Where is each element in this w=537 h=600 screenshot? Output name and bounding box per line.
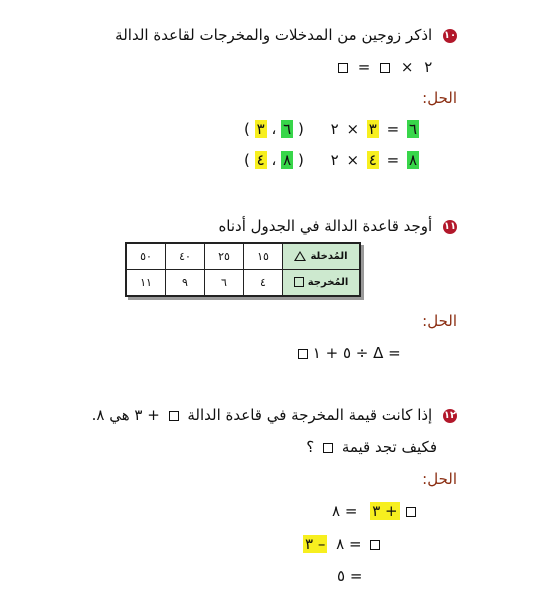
output-header: المُخرجة (283, 270, 361, 297)
pair-input: ٤ (256, 151, 265, 169)
output-box-icon (370, 540, 380, 550)
input-box-icon (380, 63, 390, 73)
q10-row-1: ( ٦ ، ٣ ) ٦ = ٣ × ٢ (244, 120, 418, 138)
question-number-badge: ١٠ (443, 29, 457, 41)
highlight: – ٣ (305, 535, 326, 553)
table-cell: ٤ (244, 270, 283, 297)
pair-output: ٦ (283, 120, 292, 138)
output-box-icon (323, 443, 333, 453)
question-10 (115, 26, 457, 44)
table-row (126, 270, 360, 297)
table-cell: ١٥ (244, 243, 283, 270)
q11-solution-label: الحل: (422, 312, 457, 330)
output-box-icon (169, 411, 179, 421)
table-cell: ٦ (205, 270, 244, 297)
q12-question-line-2: فكيف تجد قيمة ؟ (306, 438, 437, 456)
question-number-badge: ١١ (443, 220, 457, 232)
factor: ٣ (368, 120, 377, 138)
table-cell: ٤٠ (166, 243, 205, 270)
pair-output: ٨ (283, 151, 292, 169)
q11-solution: = Δ ÷ ٥ + ١ (298, 344, 401, 362)
question-12: ١٢ إذا كانت قيمة المخرجة في قاعدة الدالة + ٣ هي ٨. (91, 406, 457, 424)
table-cell: ٢٥ (205, 243, 244, 270)
factor: ٤ (368, 151, 377, 169)
input-header: المُدخلة (283, 243, 361, 270)
table-cell: ١١ (126, 270, 166, 297)
question-text: اذكر زوجين من المدخلات والمخرجات لقاعدة الدالة (115, 26, 433, 44)
result: ٦ (409, 120, 418, 138)
output-box-icon (298, 349, 308, 359)
q10-solution-label: الحل: (422, 89, 457, 107)
highlight: + ٣ (372, 502, 398, 520)
q10-equation: = × ٢ (338, 58, 432, 76)
pair-input: ٣ (256, 120, 265, 138)
table-cell: ٥٠ (126, 243, 166, 270)
question-text: أوجد قاعدة الدالة في الجدول أدناه (218, 217, 433, 235)
question-11 (218, 217, 457, 235)
triangle-icon (294, 251, 306, 261)
q12-step-1: = ٨ + ٣ (332, 502, 416, 520)
function-table (125, 242, 361, 297)
result: ٨ (409, 151, 418, 169)
q12-solution-label: الحل: (422, 470, 457, 488)
q12-step-2: – ٣ = ٨ (303, 535, 380, 553)
table-row (126, 243, 360, 270)
output-box-icon (338, 63, 348, 73)
table-cell: ٩ (166, 270, 205, 297)
square-icon (294, 277, 304, 287)
output-box-icon (406, 507, 416, 517)
q12-step-3: = ٥ (337, 567, 363, 585)
q10-row-2: ( ٨ ، ٤ ) ٨ = ٤ × ٢ (244, 151, 418, 169)
question-number-badge: ١٢ (443, 409, 457, 421)
